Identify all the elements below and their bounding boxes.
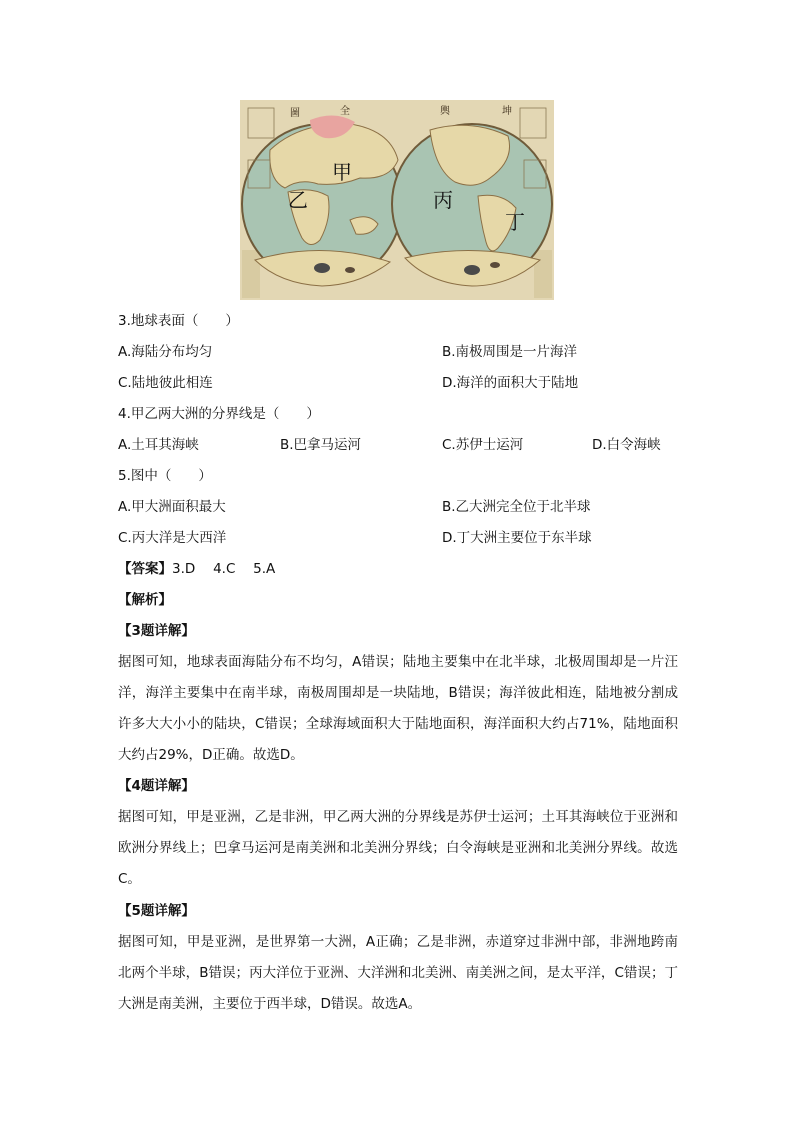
detail-5-text: 据图可知，甲是亚洲，是世界第一大洲，A正确；乙是非洲，赤道穿过非洲中部，非洲地跨南北两个半球，B错误；丙大洋位于亚洲、大洋洲和北美洲、南美洲之间，是太平洋，C错误；丁大洲是南美洲，主要位于西半球，D错误。故选A。 xyxy=(118,934,678,1012)
detail-3-text: 据图可知，地球表面海陆分布不均匀，A错误；陆地主要集中在北半球，北极周围却是一片汪洋，海洋主要集中在南半球，南极周围却是一块陆地，B错误；海洋彼此相连，陆地被分割成许多大大小小的陆块，C错误；全球海域面积大于陆地面积，海洋面积大约占71%，陆地面积大约占29%，D正确。故选D。 xyxy=(118,654,678,763)
q3-option-a: A.海陆分布均匀 xyxy=(118,344,213,360)
q3-stem: 3.地球表面（ ） xyxy=(118,313,239,329)
q4-option-d: D.白令海峡 xyxy=(592,437,661,453)
q4-option-a: A.土耳其海峡 xyxy=(118,437,199,453)
q5-option-a: A.甲大洲面积最大 xyxy=(118,499,226,515)
map-title-char: 輿 xyxy=(440,106,450,117)
q4-option-c: C.苏伊士运河 xyxy=(442,437,524,453)
q5-option-b: B.乙大洲完全位于北半球 xyxy=(442,499,591,515)
analysis-label: 【解析】 xyxy=(118,592,172,608)
detail-4-text: 据图可知，甲是亚洲，乙是非洲，甲乙两大洲的分界线是苏伊士运河；土耳其海峡位于亚洲和欧洲分界线上；巴拿马运河是南美洲和北美洲分界线；白令海峡是亚洲和北美洲分界线。故选C。 xyxy=(118,809,678,887)
answer-text: 3.D 4.C 5.A xyxy=(172,561,276,577)
q4-option-b: B.巴拿马运河 xyxy=(280,437,362,453)
map-label-jia: 甲 xyxy=(332,160,352,184)
answer-label: 【答案】 xyxy=(118,561,172,577)
map-label-bing: 丙 xyxy=(433,188,453,212)
map-label-ding: 丁 xyxy=(505,210,525,234)
detail-5-label: 【5题详解】 xyxy=(118,903,195,919)
q5-stem: 5.图中（ ） xyxy=(118,468,212,484)
q3-option-b: B.南极周围是一片海洋 xyxy=(442,344,578,360)
map-label-yi: 乙 xyxy=(288,188,308,212)
map-title-char: 圖 xyxy=(290,108,300,119)
q5-option-c: C.丙大洋是大西洋 xyxy=(118,530,227,546)
detail-3-label: 【3题详解】 xyxy=(118,623,195,639)
world-map-figure xyxy=(240,100,554,300)
q4-stem: 4.甲乙两大洲的分界线是（ ） xyxy=(118,406,320,422)
detail-4-label: 【4题详解】 xyxy=(118,778,195,794)
map-title-char: 全 xyxy=(340,106,350,117)
q3-option-d: D.海洋的面积大于陆地 xyxy=(442,375,579,391)
map-title-char: 坤 xyxy=(502,106,512,117)
answer-line xyxy=(118,559,275,579)
q3-option-c: C.陆地彼此相连 xyxy=(118,375,213,391)
q5-option-d: D.丁大洲主要位于东半球 xyxy=(442,530,592,546)
